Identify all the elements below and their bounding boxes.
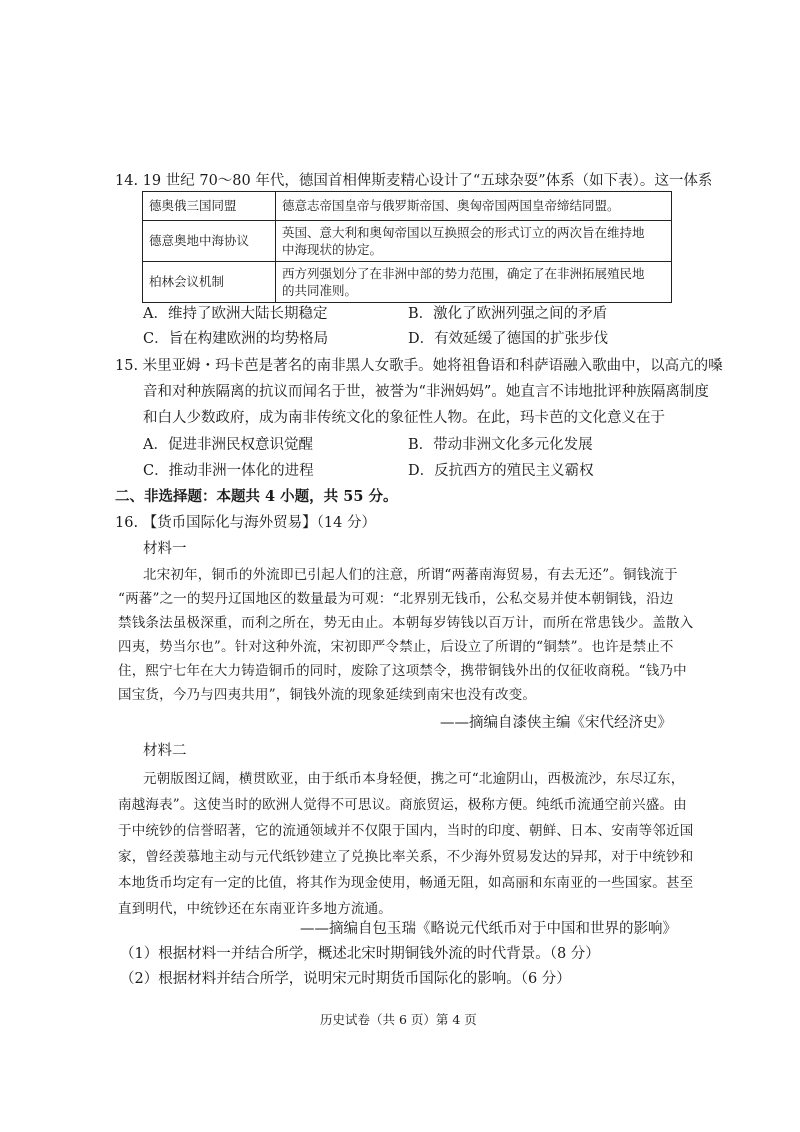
table-row <box>143 221 672 262</box>
table-cell-desc <box>276 221 672 262</box>
q15-option-c: C．推动非洲一体化的进程 <box>143 463 314 479</box>
section-heading: 二、非选择题：本题共 4 小题，共 55 分。 <box>115 488 398 505</box>
q14-option-d: D．有效延缓了德国的扩张步伐 <box>408 331 609 347</box>
material-2-line: 本地货币均定有一定的比值，将其作为现金使用，畅通无阻，如高丽和东南亚的一些国家。甚至 <box>118 875 694 891</box>
material-2-line: 南越海表”。这使当时的欧洲人觉得不可思议。商旅贸运，极称方便。纯纸币流通空前兴盛。由 <box>118 797 687 813</box>
table-cell-name: 德奥俄三国同盟 <box>143 192 276 221</box>
q14-option-b: B．激化了欧洲列强之间的矛盾 <box>408 306 608 322</box>
material-1-line: 住，熙宁七年在大力铸造铜币的同时，废除了这项禁令，携带铜钱外出的仅征收商税。“钱乃中 <box>118 663 687 679</box>
material-2-line: 元朝版图辽阔，横贯欧亚，由于纸币本身轻便，携之可“北逾阴山，西极流沙，东尽辽东， <box>143 771 685 787</box>
table-cell-name: 柏林会议机制 <box>143 262 276 303</box>
q14-stem: 14. 19 世纪 70～80 年代，德国首相俾斯麦精心设计了“五球杂耍”体系（如下表）。这一体系 <box>115 173 713 189</box>
material-2-source: ——摘编自包玉瑞《略说元代纸币对于中国和世界的影响》 <box>300 921 677 937</box>
material-2-line: 家，曾经羡慕地主动与元代纸钞建立了兑换比率关系，不少海外贸易发达的异邦，对于中统钞和 <box>118 849 694 865</box>
material-1-line: “两蕃”之一的契丹辽国地区的数量最为可观：“北界别无钱币，公私交易并使本朝铜钱，沿边 <box>118 591 674 607</box>
q15-option-d: D．反抗西方的殖民主义霸权 <box>408 463 594 479</box>
material-1-line: 四夷，势当尔也”。针对这种外流，宋初即严令禁止，后设立了所谓的“铜禁”。也许是禁止不 <box>118 639 674 655</box>
q16-subquestion-1: （1）根据材料一并结合所学，概述北宋时期铜钱外流的时代背景。（8 分） <box>120 946 600 962</box>
material-1-line: 国宝货，今乃与四夷共用”，铜钱外流的现象延续到南宋也没有改变。 <box>118 687 537 703</box>
q14-option-c: C．旨在构建欧洲的均势格局 <box>143 331 329 347</box>
material-2-line: 直到明代，中统钞还在东南亚许多地方流通。 <box>118 901 392 917</box>
q14-option-a: A．维持了欧洲大陆长期稳定 <box>143 306 328 322</box>
table-cell-desc <box>276 192 672 221</box>
q16-subquestion-2: （2）根据材料并结合所学，说明宋元时期货币国际化的影响。（6 分） <box>120 971 571 987</box>
material-2-label: 材料二 <box>143 743 187 759</box>
q14-system-table <box>142 191 672 303</box>
material-1-source: ——摘编自漆侠主编《宋代经济史》 <box>440 715 672 731</box>
material-1-line: 北宋初年，铜币的外流即已引起人们的注意，所谓“两蕃南海贸易，有去无还”。铜钱流于 <box>143 567 678 583</box>
table-row <box>143 262 672 303</box>
q16-title: 16. 【货币国际化与海外贸易】（14 分） <box>115 515 376 531</box>
desc-line: 英国、意大利和奥匈帝国以互换照会的形式订立的两次旨在维持地 <box>282 225 645 240</box>
desc-line: 德意志帝国皇帝与俄罗斯帝国、奥匈帝国两国皇帝缔结同盟。 <box>282 198 620 213</box>
table-cell-name: 德意奥地中海协议 <box>143 221 276 262</box>
q15-stem-line: 和白人少数政府，成为南非传统文化的象征性人物。在此，玛卡芭的文化意义在于 <box>143 410 665 426</box>
table-cell-desc <box>276 262 672 303</box>
desc-line: 的共同准则。 <box>282 283 358 298</box>
page-footer: 历史试卷（共 6 页）第 4 页 <box>320 1012 477 1027</box>
q15-stem-line: 15. 米里亚姆・玛卡芭是著名的南非黑人女歌手。她将祖鲁语和科萨语融入歌曲中，以高亢的嗓 <box>115 358 723 374</box>
q15-option-b: B．带动非洲文化多元化发展 <box>408 437 593 453</box>
table-row <box>143 192 672 221</box>
q15-option-a: A．促进非洲民权意识觉醒 <box>143 437 313 453</box>
material-2-line: 于中统钞的信誉昭著，它的流通领域并不仅限于国内，当时的印度、朝鲜、日本、安南等邻近国 <box>118 823 694 839</box>
material-1-line: 禁钱条法虽极深重，而利之所在，势无由止。本朝每岁铸钱以百万计，而所在常患钱少。盖散入 <box>118 615 694 631</box>
material-1-label: 材料一 <box>143 541 187 557</box>
desc-line: 西方列强划分了在非洲中部的势力范围，确定了在非洲拓展殖民地 <box>282 266 645 281</box>
q15-stem-line: 音和对种族隔离的抗议而闻名于世，被誉为“非洲妈妈”。她直言不讳地批评种族隔离制度 <box>143 384 709 400</box>
desc-line: 中海现状的协定。 <box>282 242 383 257</box>
